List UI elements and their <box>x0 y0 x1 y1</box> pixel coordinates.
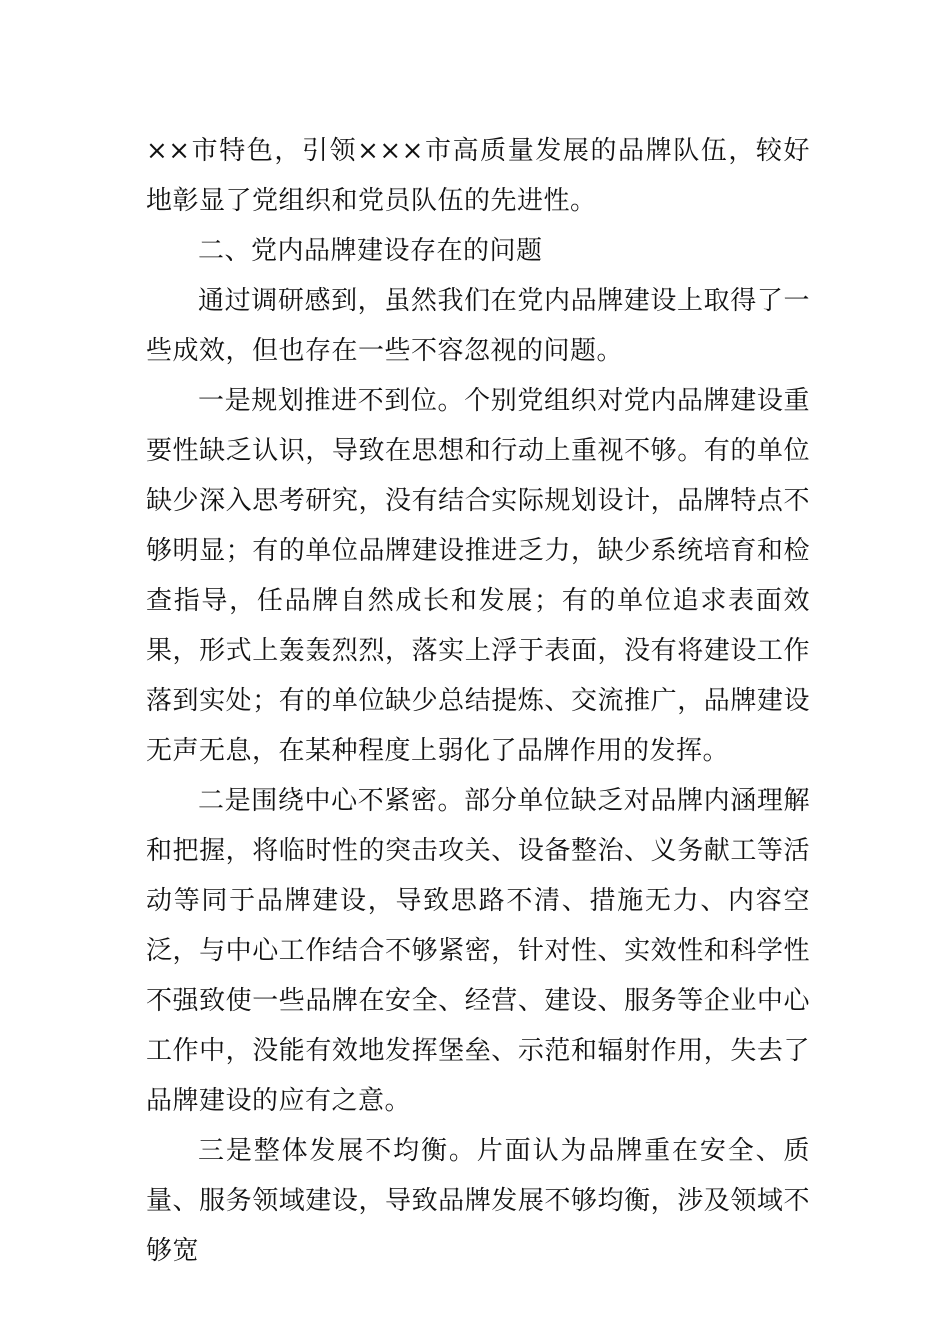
body-text <box>146 126 810 1276</box>
paragraph-continuation: ××市特色，引领×××市高质量发展的品牌队伍，较好地彰显了党组织和党员队伍的先进性。 <box>146 136 810 216</box>
paragraph-issue-three: 三是整体发展不均衡。片面认为品牌重在安全、质量、服务领域建设，导致品牌发展不够均衡，涉及领域不够宽 <box>146 1136 810 1266</box>
paragraph-issue-one: 一是规划推进不到位。个别党组织对党内品牌建设重要性缺乏认识，导致在思想和行动上重视不够。有的单位缺少深入思考研究，没有结合实际规划设计，品牌特点不够明显；有的单位品牌建设推进乏力，缺少系统培育和检查指导，任品牌自然成长和发展；有的单位追求表面效果，形式上轰轰烈烈，落实上浮于表面，没有将建设工作落到实处；有的单位缺少总结提炼、交流推广，品牌建设无声无息，在某种程度上弱化了品牌作用的发挥。 <box>146 386 810 766</box>
paragraph-intro: 通过调研感到，虽然我们在党内品牌建设上取得了一些成效，但也存在一些不容忽视的问题。 <box>146 286 810 366</box>
section-heading: 二、党内品牌建设存在的问题 <box>198 236 543 266</box>
paragraph-issue-two: 二是围绕中心不紧密。部分单位缺乏对品牌内涵理解和把握，将临时性的突击攻关、设备整治、义务献工等活动等同于品牌建设，导致思路不清、措施无力、内容空泛，与中心工作结合不够紧密，针对性、实效性和科学性不强致使一些品牌在安全、经营、建设、服务等企业中心工作中，没能有效地发挥堡垒、示范和辐射作用，失去了品牌建设的应有之意。 <box>146 786 810 1116</box>
